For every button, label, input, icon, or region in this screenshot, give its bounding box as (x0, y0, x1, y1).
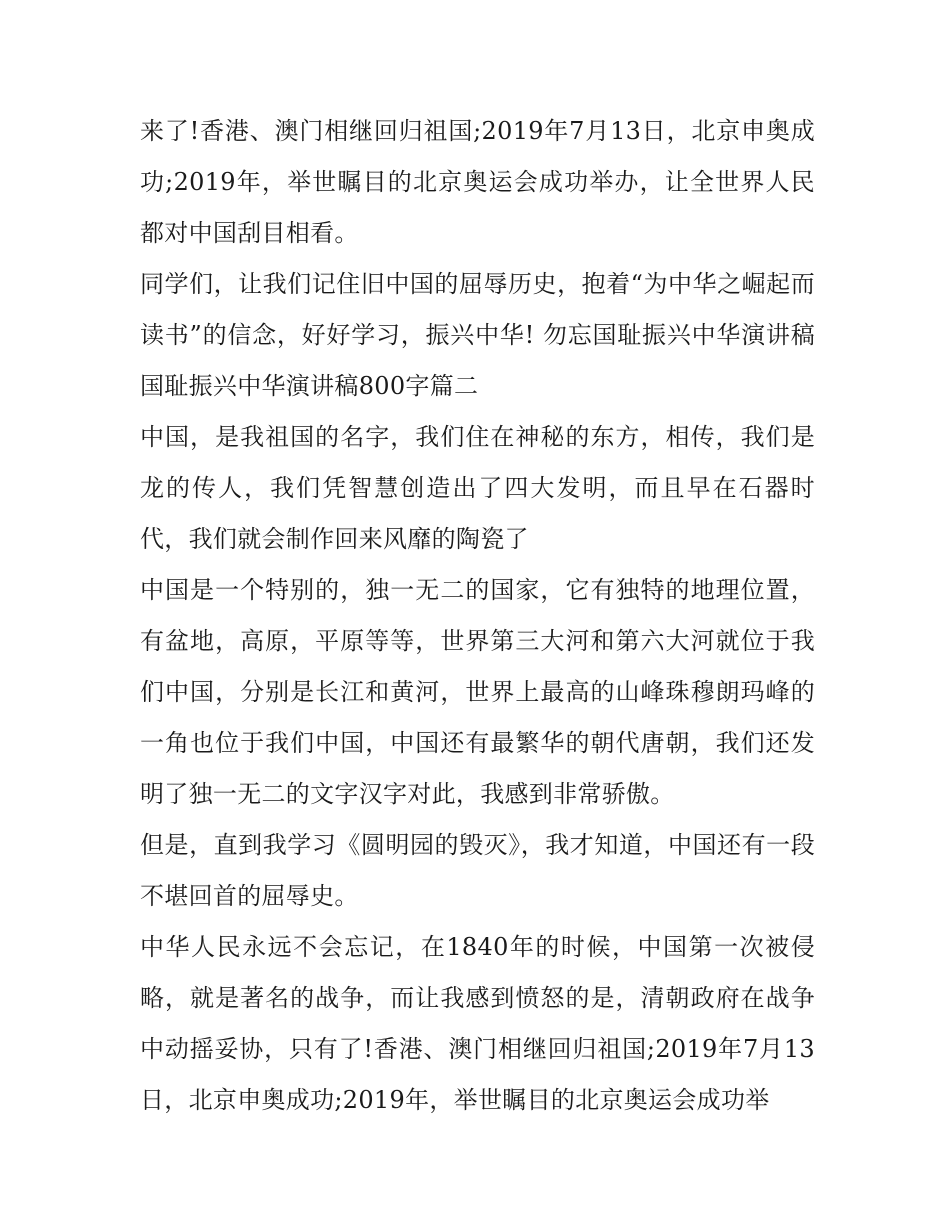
document-body (140, 106, 815, 1126)
paragraph-2: 同学们，让我们记住旧中国的屈辱历史，抱着“为中华之崛起而读书”的信念，好好学习，振兴中华! 勿忘国耻振兴中华演讲稿 国耻振兴中华演讲稿800字篇二 (140, 270, 815, 400)
paragraph-5: 但是，直到我学习《圆明园的毁灭》，我才知道，中国还有一段不堪回首的屈辱史。 (140, 831, 815, 910)
paragraph-1: 来了!香港、澳门相继回归祖国;2019年7月13日，北京申奥成功;2019年，举世瞩目的北京奥运会成功举办，让全世界人民都对中国刮目相看。 (140, 117, 815, 247)
paragraph-6: 中华人民永远不会忘记，在1840年的时候，中国第一次被侵略，就是著名的战争，而让我感到愤怒的是，清朝政府在战争中动摇妥协，只有了!香港、澳门相继回归祖国;2019年7月13日，北京申奥成功;2019年，举世瞩目的北京奥运会成功举 (140, 933, 815, 1114)
paragraph-4: 中国是一个特别的，独一无二的国家，它有独特的地理位置，有盆地，高原，平原等等，世界第三大河和第六大河就位于我们中国，分别是长江和黄河，世界上最高的山峰珠穆朗玛峰的一角也位于我们中国，中国还有最繁华的朝代唐朝，我们还发明了独一无二的文字汉字对此，我感到非常骄傲。 (140, 576, 815, 808)
paragraph-3: 中国，是我祖国的名字，我们住在神秘的东方，相传，我们是龙的传人，我们凭智慧创造出了四大发明，而且早在石器时代，我们就会制作回来风靡的陶瓷了 (140, 423, 815, 553)
